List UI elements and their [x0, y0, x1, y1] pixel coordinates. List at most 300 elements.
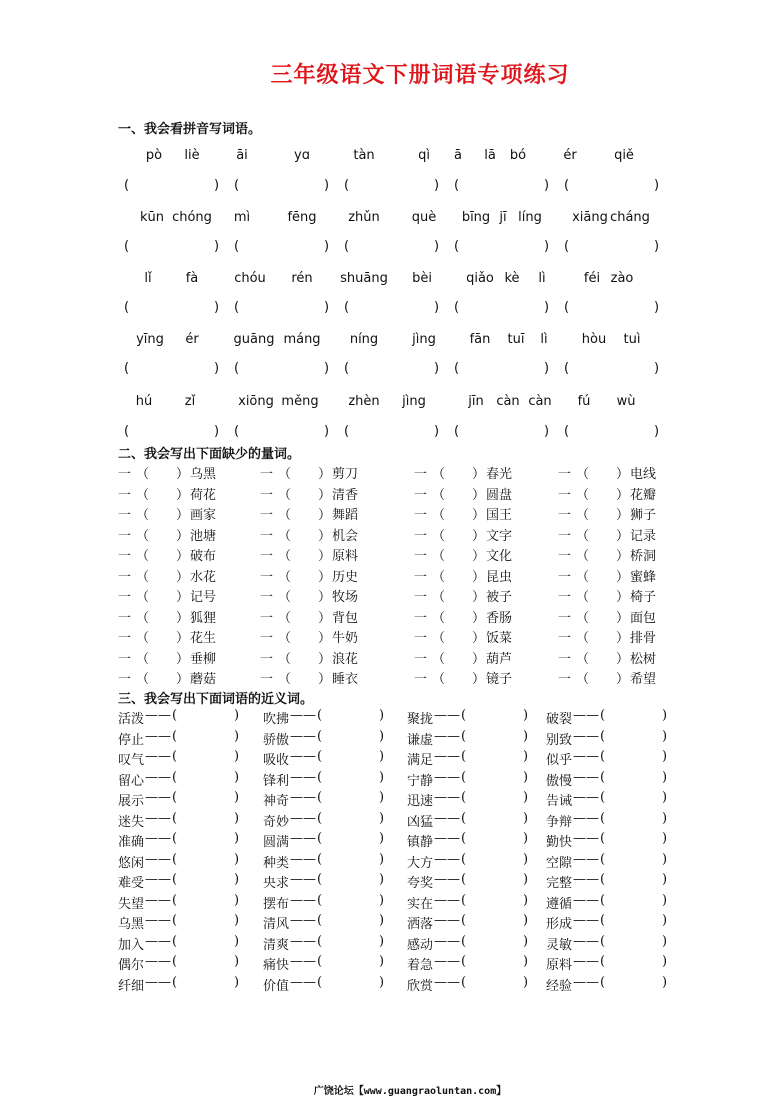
answer-blank-close[interactable]: ): [214, 300, 220, 315]
answer-blank-open[interactable]: （: [432, 610, 446, 626]
answer-blank-close[interactable]: ）: [318, 569, 332, 585]
answer-blank-open[interactable]: (: [234, 178, 240, 193]
synonym-dash: ——: [434, 810, 460, 826]
answer-blank-open[interactable]: (: [461, 933, 467, 949]
answer-blank-close[interactable]: ): [523, 728, 529, 744]
pinyin-syllable: jìng: [412, 332, 436, 347]
measure-noun: 被子: [486, 590, 513, 605]
answer-blank-open[interactable]: （: [278, 590, 292, 605]
answer-blank-open[interactable]: (: [234, 424, 240, 439]
answer-blank-close[interactable]: ): [214, 424, 220, 439]
answer-blank-close[interactable]: ）: [318, 528, 332, 544]
answer-blank-close[interactable]: ): [523, 769, 529, 785]
measure-one: 一: [558, 672, 572, 687]
answer-blank-close[interactable]: ): [379, 892, 385, 908]
answer-blank-open[interactable]: （: [432, 487, 446, 503]
measure-word-row: [118, 545, 678, 565]
synonym-source-word: 似乎: [546, 753, 573, 768]
answer-blank-close[interactable]: ）: [318, 651, 332, 667]
answer-blank-open[interactable]: (: [234, 239, 240, 254]
synonym-source-word: 圆满: [263, 835, 290, 850]
answer-blank-close[interactable]: ): [234, 892, 240, 908]
answer-blank-open[interactable]: (: [234, 361, 240, 376]
answer-blank-close[interactable]: ）: [176, 467, 190, 482]
answer-blank-open[interactable]: (: [172, 974, 178, 990]
answer-blank-open[interactable]: (: [461, 769, 467, 785]
pinyin-syllable: měng: [281, 394, 319, 409]
answer-blank-open[interactable]: （: [136, 631, 150, 646]
answer-blank-close[interactable]: ）: [472, 651, 486, 667]
answer-blank-open[interactable]: (: [600, 708, 606, 723]
answer-blank-open[interactable]: (: [564, 239, 570, 254]
answer-blank-close[interactable]: ）: [176, 590, 190, 605]
measure-word-item: [260, 566, 400, 586]
answer-blank-close[interactable]: ）: [318, 487, 332, 503]
answer-blank-open[interactable]: （: [136, 590, 150, 605]
synonym-dash: ——: [145, 872, 171, 887]
answer-blank-open[interactable]: (: [600, 831, 606, 846]
answer-blank-close[interactable]: ): [662, 892, 668, 908]
answer-blank-open[interactable]: (: [172, 728, 178, 744]
answer-blank-open[interactable]: (: [344, 239, 350, 254]
synonym-item: [546, 729, 686, 749]
answer-blank-close[interactable]: ): [523, 954, 529, 969]
answer-blank-open[interactable]: (: [124, 178, 130, 193]
answer-blank-open[interactable]: (: [454, 239, 460, 254]
answer-blank-close[interactable]: ): [379, 831, 385, 846]
pinyin-syllable: pò: [145, 148, 163, 163]
answer-blank-open[interactable]: (: [600, 851, 606, 867]
pinyin-syllable: tuì: [623, 332, 641, 347]
answer-blank-open[interactable]: (: [172, 872, 178, 887]
answer-blank-open[interactable]: (: [600, 749, 606, 764]
answer-blank-open[interactable]: （: [278, 528, 292, 544]
answer-blank-close[interactable]: ): [544, 361, 550, 376]
answer-blank-open[interactable]: （: [136, 528, 150, 544]
answer-blank-close[interactable]: ): [234, 974, 240, 990]
answer-blank-open[interactable]: (: [124, 361, 130, 376]
answer-blank-open[interactable]: (: [317, 933, 323, 949]
answer-blank-close[interactable]: ）: [616, 631, 630, 646]
answer-blank-open[interactable]: (: [461, 913, 467, 928]
answer-blank-close[interactable]: ）: [318, 631, 332, 646]
answer-blank-open[interactable]: (: [172, 954, 178, 969]
answer-blank-close[interactable]: ）: [472, 590, 486, 605]
answer-blank-close[interactable]: ): [234, 790, 240, 805]
answer-blank-open[interactable]: (: [461, 708, 467, 723]
answer-blank-close[interactable]: ）: [176, 528, 190, 544]
answer-blank-close[interactable]: ): [234, 872, 240, 887]
answer-blank-close[interactable]: ): [434, 300, 440, 315]
answer-blank-close[interactable]: ）: [616, 508, 630, 523]
answer-blank-open[interactable]: （: [136, 549, 150, 564]
answer-blank-close[interactable]: ): [234, 749, 240, 764]
answer-blank-open[interactable]: (: [317, 851, 323, 867]
answer-blank-close[interactable]: ): [234, 769, 240, 785]
answer-blank-close[interactable]: ): [523, 749, 529, 764]
answer-blank-open[interactable]: （: [432, 528, 446, 544]
answer-blank-close[interactable]: ): [234, 728, 240, 744]
answer-blank-close[interactable]: ): [234, 933, 240, 949]
answer-blank-close[interactable]: ）: [616, 467, 630, 482]
answer-blank-open[interactable]: （: [576, 508, 590, 523]
answer-blank-open[interactable]: (: [172, 708, 178, 723]
answer-blank-open[interactable]: (: [461, 974, 467, 990]
answer-blank-open[interactable]: （: [576, 528, 590, 544]
synonym-dash: ——: [145, 749, 171, 764]
answer-blank-open[interactable]: (: [124, 239, 130, 254]
synonym-item: [118, 934, 258, 954]
answer-blank-open[interactable]: （: [576, 651, 590, 667]
answer-blank-close[interactable]: ): [379, 974, 385, 990]
answer-blank-close[interactable]: ): [523, 892, 529, 908]
answer-blank-open[interactable]: （: [432, 651, 446, 667]
answer-blank-close[interactable]: ): [379, 769, 385, 785]
answer-blank-close[interactable]: ）: [472, 487, 486, 503]
pinyin-syllable: lì: [538, 271, 546, 286]
answer-blank-close[interactable]: ): [544, 239, 550, 254]
answer-blank-close[interactable]: ): [654, 424, 660, 439]
measure-noun: 垂柳: [190, 651, 217, 667]
answer-blank-open[interactable]: （: [576, 549, 590, 564]
pinyin-syllable: càn: [496, 394, 520, 409]
answer-blank-close[interactable]: ): [234, 851, 240, 867]
answer-blank-close[interactable]: ）: [318, 549, 332, 564]
answer-blank-close[interactable]: ）: [318, 508, 332, 523]
answer-blank-close[interactable]: ): [434, 178, 440, 193]
answer-blank-open[interactable]: （: [278, 467, 292, 482]
answer-blank-close[interactable]: ): [523, 872, 529, 887]
answer-blank-close[interactable]: ): [654, 178, 660, 193]
answer-blank-close[interactable]: ): [662, 810, 668, 826]
measure-noun: 面包: [630, 610, 657, 626]
answer-blank-close[interactable]: ）: [616, 569, 630, 585]
answer-blank-open[interactable]: (: [600, 790, 606, 805]
answer-blank-close[interactable]: ): [662, 769, 668, 785]
answer-blank-close[interactable]: ): [379, 872, 385, 887]
synonym-source-word: 原料: [546, 958, 573, 973]
answer-blank-open[interactable]: （: [136, 508, 150, 523]
answer-blank-close[interactable]: ）: [616, 590, 630, 605]
measure-word-item: [558, 463, 698, 483]
answer-blank-open[interactable]: (: [172, 790, 178, 805]
answer-blank-close[interactable]: ): [662, 749, 668, 764]
answer-blank-open[interactable]: (: [461, 954, 467, 969]
answer-blank-close[interactable]: ）: [176, 508, 190, 523]
synonym-item: [407, 954, 547, 974]
answer-blank-close[interactable]: ）: [176, 487, 190, 503]
answer-blank-close[interactable]: ）: [472, 569, 486, 585]
answer-blank-open[interactable]: (: [564, 300, 570, 315]
answer-blank-close[interactable]: ): [662, 708, 668, 723]
answer-blank-close[interactable]: ）: [318, 590, 332, 605]
answer-blank-close[interactable]: ): [523, 851, 529, 867]
answer-blank-close[interactable]: ): [654, 239, 660, 254]
answer-blank-open[interactable]: （: [278, 549, 292, 564]
answer-blank-close[interactable]: ): [434, 239, 440, 254]
answer-blank-close[interactable]: ): [234, 708, 240, 723]
answer-blank-open[interactable]: (: [317, 749, 323, 764]
answer-blank-open[interactable]: (: [317, 810, 323, 826]
answer-blank-open[interactable]: (: [317, 790, 323, 805]
answer-blank-close[interactable]: ): [544, 300, 550, 315]
pinyin-group: [228, 210, 338, 230]
answer-blank-close[interactable]: ）: [176, 672, 190, 687]
answer-blank-open[interactable]: （: [576, 672, 590, 687]
answer-blank-open[interactable]: （: [278, 631, 292, 646]
answer-blank-close[interactable]: ): [324, 239, 330, 254]
answer-blank-close[interactable]: ): [544, 178, 550, 193]
answer-blank-open[interactable]: (: [564, 361, 570, 376]
answer-blank-close[interactable]: ): [523, 810, 529, 826]
synonym-dash: ——: [573, 790, 599, 805]
answer-blank-open[interactable]: (: [600, 769, 606, 785]
synonym-dash: ——: [573, 708, 599, 723]
answer-blank-close[interactable]: ): [662, 831, 668, 846]
answer-blank-open[interactable]: （: [576, 569, 590, 585]
answer-blank-close[interactable]: ): [234, 954, 240, 969]
answer-blank-open[interactable]: (: [317, 769, 323, 785]
answer-blank-close[interactable]: ): [379, 749, 385, 764]
answer-blank-open[interactable]: （: [136, 651, 150, 667]
answer-blank-open[interactable]: (: [172, 913, 178, 928]
answer-blank-open[interactable]: (: [344, 424, 350, 439]
answer-blank-open[interactable]: （: [576, 610, 590, 626]
answer-blank-close[interactable]: ）: [472, 631, 486, 646]
answer-blank-open[interactable]: (: [344, 361, 350, 376]
answer-blank-open[interactable]: （: [278, 487, 292, 503]
answer-blank-close[interactable]: ): [662, 954, 668, 969]
answer-blank-close[interactable]: ): [662, 790, 668, 805]
answer-blank-open[interactable]: (: [600, 954, 606, 969]
answer-blank-open[interactable]: （: [576, 631, 590, 646]
answer-blank-open[interactable]: (: [454, 178, 460, 193]
answer-blank-open[interactable]: (: [234, 300, 240, 315]
answer-blank-open[interactable]: （: [278, 651, 292, 667]
answer-blank-open[interactable]: （: [432, 631, 446, 646]
answer-blank-close[interactable]: ): [379, 954, 385, 969]
answer-blank-close[interactable]: ）: [318, 467, 332, 482]
answer-blank-close[interactable]: ): [662, 933, 668, 949]
answer-blank-close[interactable]: ): [523, 790, 529, 805]
answer-blank-open[interactable]: （: [136, 672, 150, 687]
answer-blank-open[interactable]: (: [461, 790, 467, 805]
answer-blank-close[interactable]: ): [523, 974, 529, 990]
answer-blank-close[interactable]: ）: [472, 508, 486, 523]
answer-blank-close[interactable]: ): [523, 831, 529, 846]
answer-blank-close[interactable]: ): [214, 178, 220, 193]
answer-blank-close[interactable]: ): [434, 361, 440, 376]
answer-blank-open[interactable]: (: [600, 974, 606, 990]
pinyin-syllable: jī: [499, 210, 507, 225]
answer-blank-open[interactable]: （: [278, 569, 292, 585]
pinyin-syllable: féi: [583, 271, 601, 286]
answer-blank-open[interactable]: (: [124, 424, 130, 439]
answer-blank-open[interactable]: (: [172, 892, 178, 908]
answer-blank-open[interactable]: （: [432, 590, 446, 605]
answer-blank-open[interactable]: (: [317, 872, 323, 887]
synonym-row: [118, 770, 678, 790]
answer-blank-close[interactable]: ): [662, 913, 668, 928]
answer-blank-close[interactable]: ）: [472, 610, 486, 626]
answer-blank-close[interactable]: ): [523, 913, 529, 928]
answer-blank-close[interactable]: ): [379, 851, 385, 867]
answer-blank-open[interactable]: (: [454, 361, 460, 376]
answer-blank-open[interactable]: (: [461, 851, 467, 867]
answer-blank-open[interactable]: （: [136, 467, 150, 482]
answer-blank-close[interactable]: ）: [472, 467, 486, 482]
answer-blank-open[interactable]: （: [136, 610, 150, 626]
answer-blank-open[interactable]: (: [317, 728, 323, 744]
answer-blank-close[interactable]: ）: [176, 651, 190, 667]
measure-word-item: [558, 607, 698, 627]
synonym-source-word: 傲慢: [546, 773, 573, 789]
answer-blank-close[interactable]: ）: [318, 610, 332, 626]
measure-word-row: [118, 648, 678, 668]
answer-blank-close[interactable]: ): [379, 810, 385, 826]
answer-blank-open[interactable]: （: [576, 467, 590, 482]
synonym-source-word: 满足: [407, 753, 434, 768]
answer-blank-close[interactable]: ): [662, 872, 668, 887]
answer-blank-open[interactable]: (: [317, 708, 323, 723]
answer-blank-close[interactable]: ): [234, 913, 240, 928]
measure-word-item: [558, 586, 698, 606]
answer-blank-close[interactable]: ）: [616, 672, 630, 687]
answer-blank-open[interactable]: (: [461, 749, 467, 764]
answer-blank-close[interactable]: ): [662, 851, 668, 867]
answer-blank-open[interactable]: (: [454, 424, 460, 439]
answer-blank-open[interactable]: (: [172, 810, 178, 826]
answer-blank-open[interactable]: (: [600, 728, 606, 744]
answer-blank-open[interactable]: (: [461, 892, 467, 908]
answer-blank-open[interactable]: (: [600, 913, 606, 928]
answer-blank-close[interactable]: ）: [472, 672, 486, 687]
synonym-source-word: 加入: [118, 937, 145, 953]
answer-blank-open[interactable]: (: [172, 749, 178, 764]
synonym-source-word: 勤快: [546, 835, 573, 850]
answer-blank-close[interactable]: ): [324, 178, 330, 193]
answer-blank-close[interactable]: ): [434, 424, 440, 439]
measure-noun: 国王: [486, 508, 513, 523]
answer-blank-open[interactable]: （: [432, 467, 446, 482]
answer-blank-open[interactable]: （: [576, 487, 590, 503]
answer-blank-open[interactable]: (: [461, 872, 467, 887]
answer-blank-close[interactable]: ）: [616, 651, 630, 667]
measure-word-item: [558, 484, 698, 504]
answer-blank-open[interactable]: (: [317, 974, 323, 990]
answer-blank-open[interactable]: (: [172, 933, 178, 949]
answer-blank-close[interactable]: ）: [616, 549, 630, 564]
synonym-item: [546, 872, 686, 892]
answer-blank-open[interactable]: (: [600, 810, 606, 826]
answer-blank-open[interactable]: (: [454, 300, 460, 315]
answer-blank-open[interactable]: （: [432, 672, 446, 687]
answer-blank-close[interactable]: ): [662, 974, 668, 990]
answer-blank-close[interactable]: ): [379, 913, 385, 928]
answer-blank-open[interactable]: (: [172, 769, 178, 785]
answer-blank-close[interactable]: ）: [176, 631, 190, 646]
answer-blank-close[interactable]: ）: [472, 528, 486, 544]
answer-blank-open[interactable]: (: [317, 831, 323, 846]
answer-blank-open[interactable]: (: [344, 178, 350, 193]
answer-blank-close[interactable]: ): [379, 708, 385, 723]
pinyin-group: [558, 394, 668, 414]
synonym-dash: ——: [290, 851, 316, 867]
answer-blank-close[interactable]: ）: [616, 487, 630, 503]
answer-blank-open[interactable]: （: [278, 672, 292, 687]
answer-blank-open[interactable]: (: [344, 300, 350, 315]
answer-blank-open[interactable]: （: [432, 549, 446, 564]
synonym-dash: ——: [573, 831, 599, 846]
answer-blank-close[interactable]: ): [234, 810, 240, 826]
answer-blank-open[interactable]: (: [461, 831, 467, 846]
answer-blank-close[interactable]: ): [654, 361, 660, 376]
measure-one: 一: [414, 631, 428, 646]
answer-blank-open[interactable]: (: [564, 178, 570, 193]
answer-blank-close[interactable]: ）: [176, 610, 190, 626]
synonym-source-word: 破裂: [546, 712, 573, 727]
answer-blank-close[interactable]: ): [324, 424, 330, 439]
answer-blank-open[interactable]: （: [278, 508, 292, 523]
answer-blank-open[interactable]: (: [600, 933, 606, 949]
answer-blank-open[interactable]: (: [317, 913, 323, 928]
synonym-source-word: 锋利: [263, 773, 290, 789]
answer-blank-open[interactable]: (: [600, 892, 606, 908]
answer-blank-close[interactable]: ): [523, 708, 529, 723]
answer-blank-close[interactable]: ): [379, 728, 385, 744]
answer-blank-close[interactable]: ): [662, 728, 668, 744]
answer-blank-open[interactable]: (: [124, 300, 130, 315]
answer-blank-open[interactable]: （: [432, 569, 446, 585]
answer-blank-close[interactable]: ): [523, 933, 529, 949]
answer-blank-close[interactable]: ): [324, 300, 330, 315]
measure-word-item: [260, 545, 400, 565]
answer-blank-open[interactable]: （: [136, 487, 150, 503]
answer-blank-close[interactable]: ): [214, 239, 220, 254]
pinyin-group: [118, 210, 228, 230]
answer-blank-open[interactable]: (: [172, 831, 178, 846]
answer-blank-open[interactable]: (: [600, 872, 606, 887]
answer-blank-close[interactable]: ): [544, 424, 550, 439]
answer-blank-open[interactable]: (: [461, 728, 467, 744]
answer-blank-close[interactable]: ): [234, 831, 240, 846]
answer-blank-open[interactable]: (: [564, 424, 570, 439]
synonym-source-word: 悠闲: [118, 855, 145, 871]
answer-blank-close[interactable]: ）: [616, 528, 630, 544]
answer-blank-open[interactable]: (: [172, 851, 178, 867]
answer-blank-close[interactable]: ）: [616, 610, 630, 626]
answer-blank-close[interactable]: ）: [472, 549, 486, 564]
answer-blank-close[interactable]: ): [324, 361, 330, 376]
answer-blank-close[interactable]: ): [379, 933, 385, 949]
answer-blank-close[interactable]: ）: [176, 569, 190, 585]
answer-blank-close[interactable]: ）: [176, 549, 190, 564]
answer-blank-open[interactable]: (: [461, 810, 467, 826]
answer-blank-close[interactable]: ): [214, 361, 220, 376]
answer-blank-close[interactable]: ): [379, 790, 385, 805]
synonym-source-word: 告诫: [546, 794, 573, 809]
synonym-dash: ——: [434, 708, 460, 723]
measure-one: 一: [260, 631, 274, 646]
answer-blank-open[interactable]: （: [576, 590, 590, 605]
answer-blank-open[interactable]: (: [317, 892, 323, 908]
answer-blank-open[interactable]: （: [136, 569, 150, 585]
answer-blank-open[interactable]: (: [317, 954, 323, 969]
answer-blank-open[interactable]: （: [278, 610, 292, 626]
answer-blank-open[interactable]: （: [432, 508, 446, 523]
answer-blank-close[interactable]: ): [654, 300, 660, 315]
answer-blank-close[interactable]: ）: [318, 672, 332, 687]
